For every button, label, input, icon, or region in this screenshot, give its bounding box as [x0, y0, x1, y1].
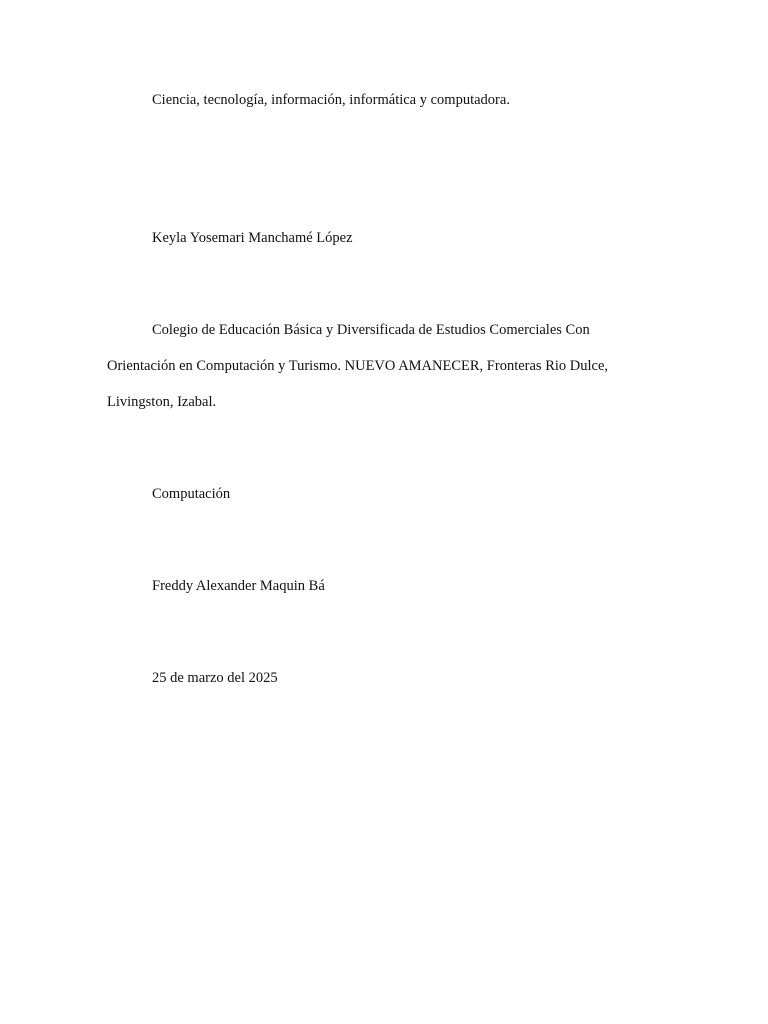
submission-date: 25 de marzo del 2025	[152, 670, 278, 686]
teacher-name: Freddy Alexander Maquin Bá	[152, 578, 325, 594]
author-name: Keyla Yosemari Manchamé López	[152, 230, 353, 246]
document-title: Ciencia, tecnología, información, informática y computadora.	[152, 92, 510, 108]
course-name: Computación	[152, 486, 231, 502]
institution-name: Colegio de Educación Básica y Diversificada de Estudios Comerciales Con Orientación en Computación y Turismo. NUEVO AMANECER, Fronteras Rio Dulce, Livingston, Izabal.	[107, 322, 609, 410]
